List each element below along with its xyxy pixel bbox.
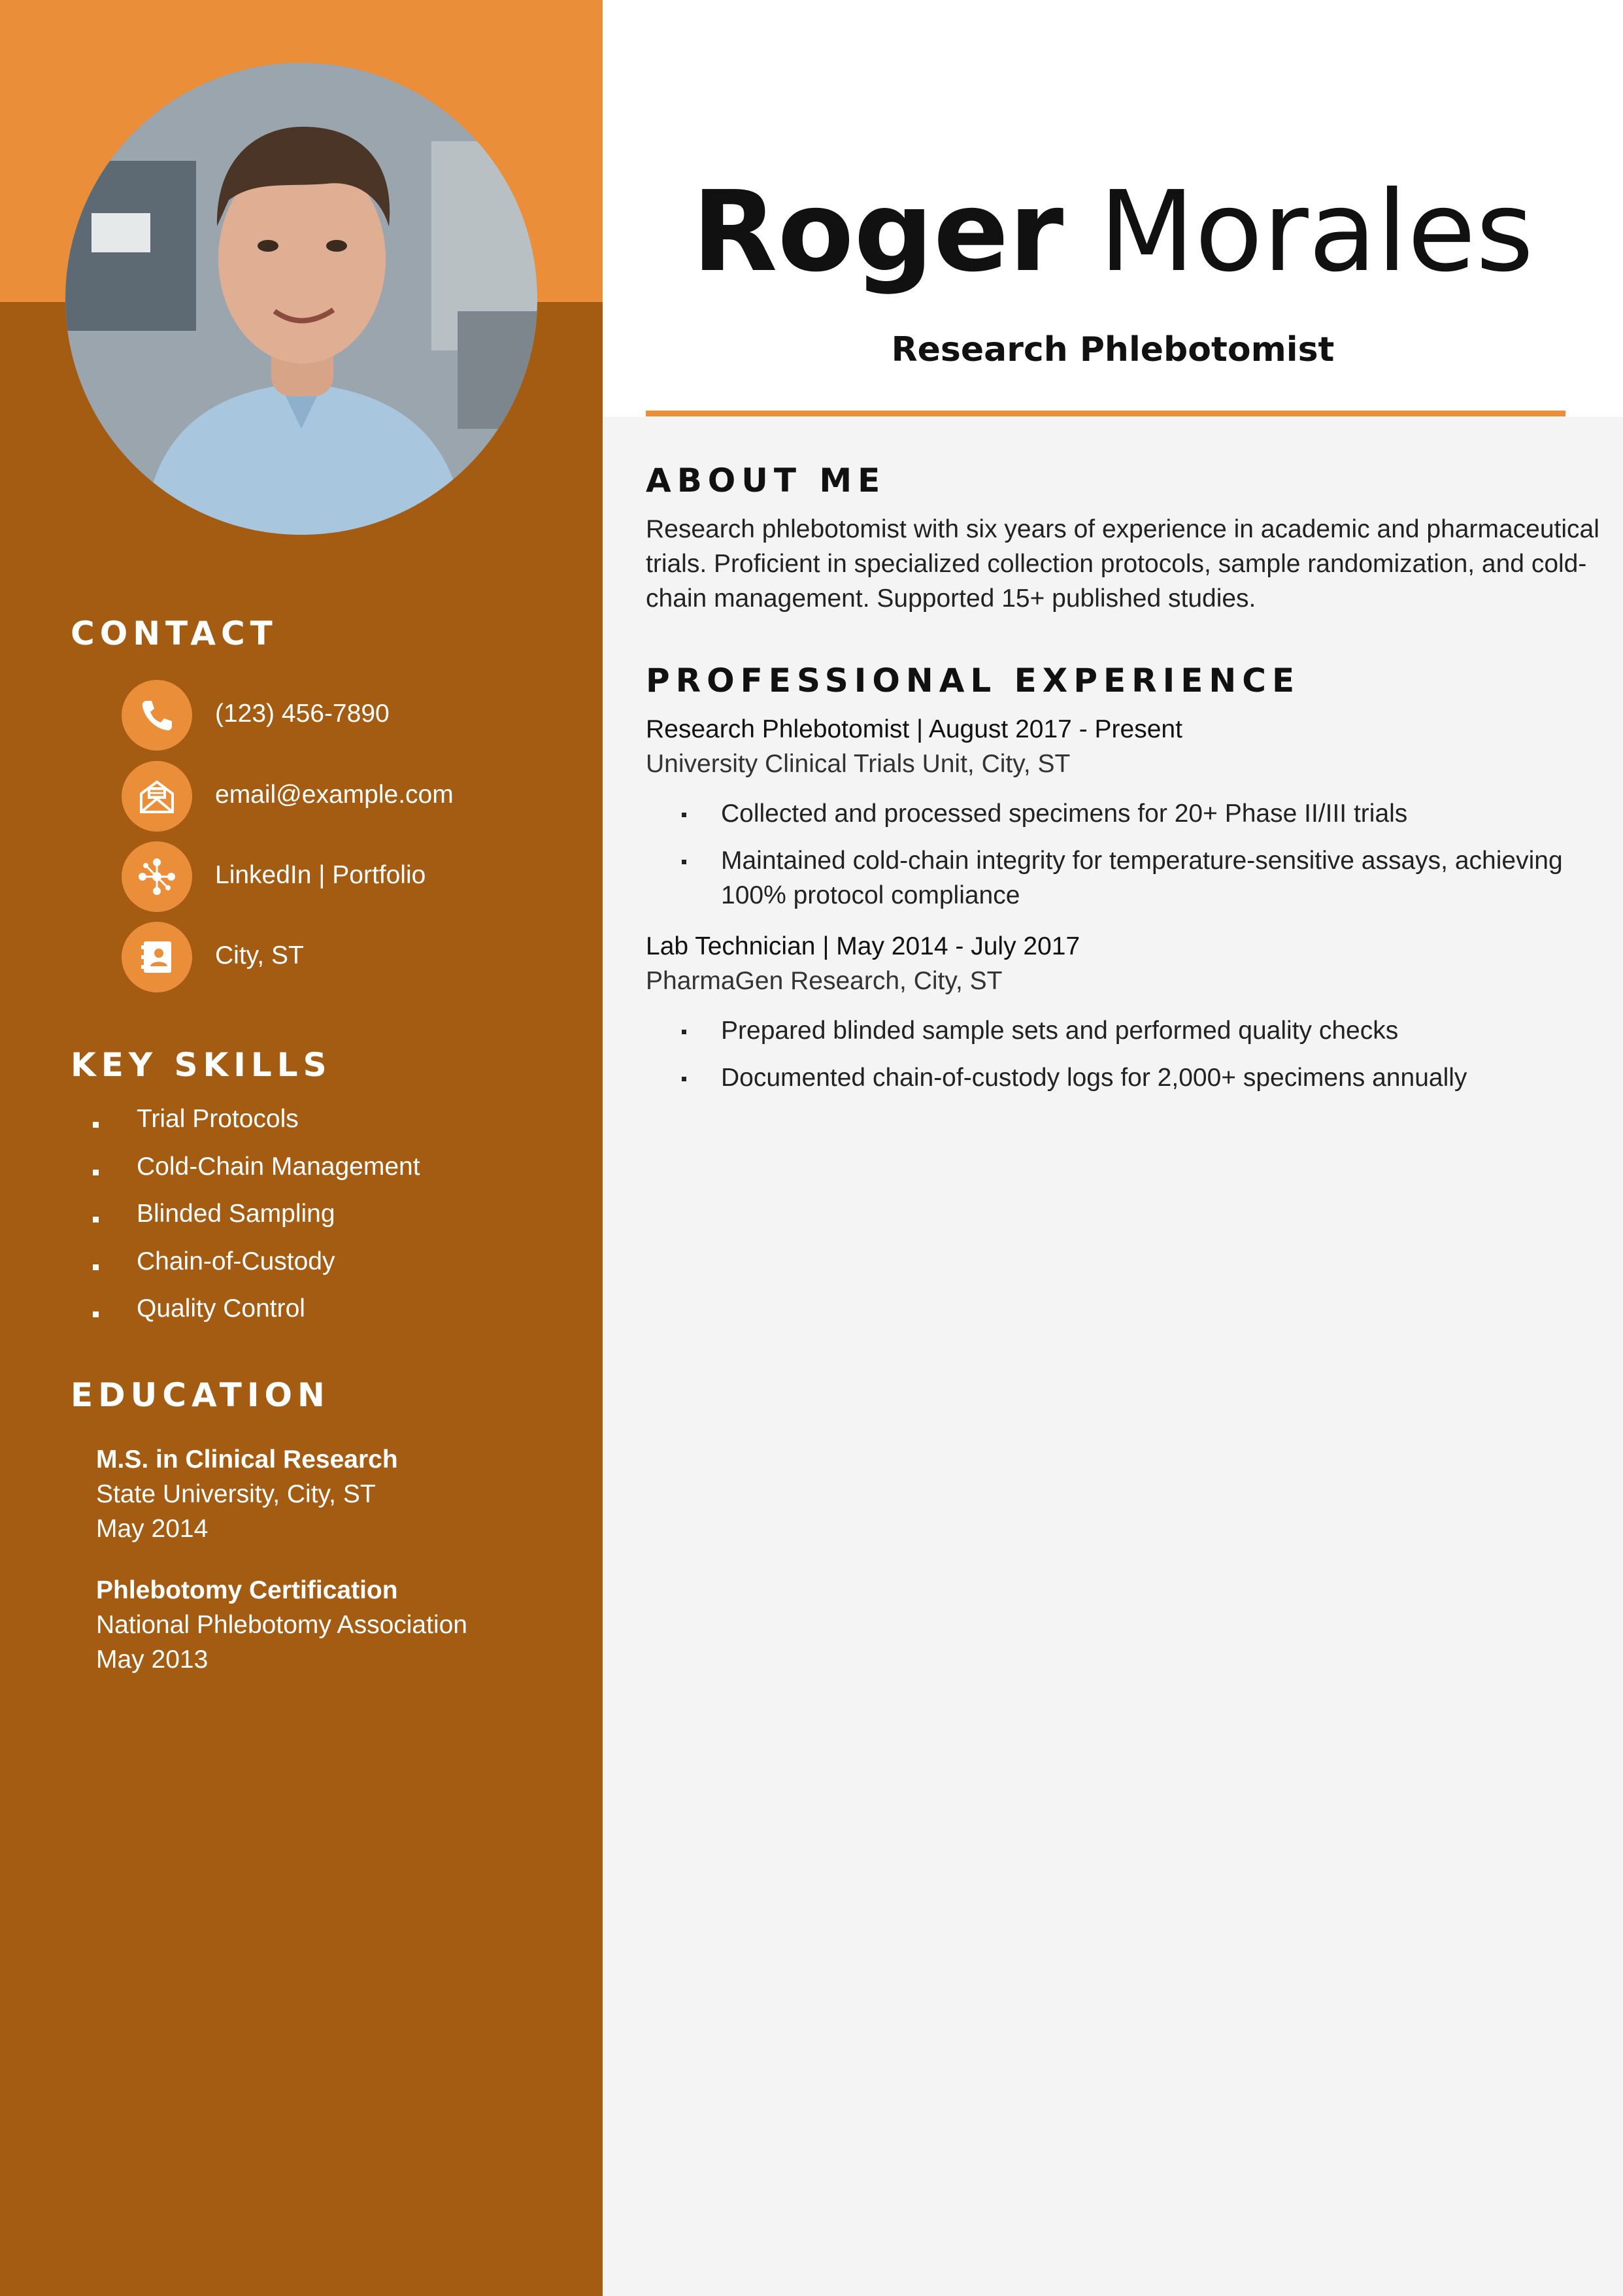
last-name: Morales: [1099, 167, 1534, 297]
bullet-icon: [682, 1030, 686, 1034]
job-bullet-text: Prepared blinded sample sets and performed quality checks: [721, 1017, 1399, 1045]
skill-text: Blinded Sampling: [137, 1200, 335, 1228]
education-date: May 2013: [96, 1646, 209, 1674]
profile-photo: [65, 63, 537, 535]
job-org-line: PharmaGen Research, City, ST: [646, 967, 1003, 995]
header-divider: [646, 411, 1565, 416]
education-heading: EDUCATION: [71, 1376, 330, 1414]
job-role-line: Research Phlebotomist | August 2017 - Present: [646, 715, 1182, 743]
education-school: National Phlebotomy Association: [96, 1611, 467, 1639]
contact-phone[interactable]: [122, 680, 579, 751]
education-degree: Phlebotomy Certification: [96, 1576, 398, 1604]
address-book-icon: [122, 922, 192, 992]
candidate-name: [603, 167, 1623, 297]
experience-heading: PROFESSIONAL EXPERIENCE: [646, 662, 1301, 700]
job-title: Research Phlebotomist: [891, 330, 1335, 369]
job-bullet: [721, 1060, 1590, 1095]
contact-links-text: LinkedIn | Portfolio: [215, 861, 426, 889]
bullet-icon: [93, 1311, 99, 1317]
contact-email[interactable]: [122, 761, 579, 832]
email-icon: [122, 761, 192, 832]
bullet-icon: [93, 1264, 99, 1270]
first-name: Roger: [692, 167, 1064, 297]
bullet-icon: [682, 813, 686, 817]
contact-links[interactable]: [122, 841, 579, 912]
education-school: State University, City, ST: [96, 1480, 376, 1508]
skill-text: Chain-of-Custody: [137, 1247, 335, 1275]
skill-text: Quality Control: [137, 1294, 305, 1323]
network-icon: [122, 841, 192, 912]
contact-address[interactable]: [122, 922, 579, 992]
job-bullet-text: Collected and processed specimens for 20+ Phase II/III trials: [721, 800, 1408, 828]
contact-address-text: City, ST: [215, 941, 304, 970]
job-bullet-text: Maintained cold-chain integrity for temperature-sensitive assays, achieving 100% protocol compliance: [721, 847, 1563, 909]
bullet-icon: [682, 860, 686, 864]
skill-text: Cold-Chain Management: [137, 1152, 420, 1181]
job-bullet: [721, 796, 1590, 831]
job-org-line: University Clinical Trials Unit, City, ST: [646, 750, 1071, 778]
education-degree: M.S. in Clinical Research: [96, 1445, 398, 1474]
bullet-icon: [93, 1217, 99, 1223]
education-entry: [96, 1573, 467, 1677]
about-text: Research phlebotomist with six years of experience in academic and pharmaceutical trials. Proficient in specialized collection protocols, sample randomization, and cold-chain management. Supported 15+ published studies.: [646, 515, 1599, 613]
skill-text: Trial Protocols: [137, 1105, 299, 1133]
bullet-icon: [93, 1122, 99, 1128]
job-role-line: Lab Technician | May 2014 - July 2017: [646, 932, 1080, 960]
phone-icon: [122, 680, 192, 751]
education-date: May 2014: [96, 1515, 209, 1543]
education-entry: [96, 1442, 398, 1546]
job-bullet: [721, 843, 1590, 913]
bullet-icon: [93, 1170, 99, 1175]
contact-email-text: email@example.com: [215, 781, 454, 809]
contact-heading: CONTACT: [71, 615, 278, 652]
contact-phone-text: (123) 456-7890: [215, 700, 390, 728]
skills-heading: KEY SKILLS: [71, 1046, 332, 1084]
job-bullet-text: Documented chain-of-custody logs for 2,000+ specimens annually: [721, 1064, 1467, 1092]
job-bullet: [721, 1013, 1590, 1048]
about-heading: ABOUT ME: [646, 462, 886, 499]
bullet-icon: [682, 1077, 686, 1081]
